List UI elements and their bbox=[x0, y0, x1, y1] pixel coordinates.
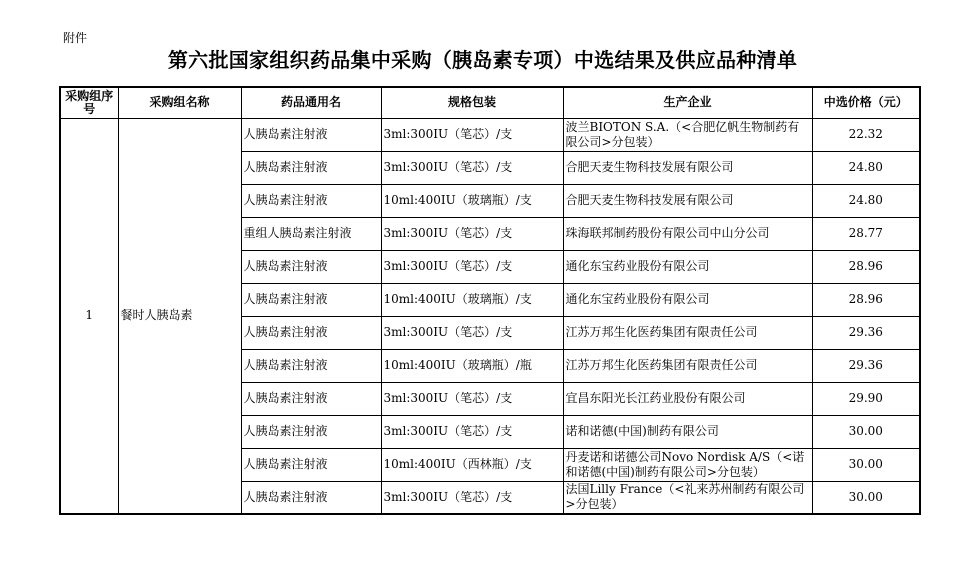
maker-cell: 江苏万邦生化医药集团有限责任公司 bbox=[563, 316, 812, 349]
spec-cell: 3ml:300IU（笔芯）/支 bbox=[381, 151, 563, 184]
page-title: 第六批国家组织药品集中采购（胰岛素专项）中选结果及供应品种清单 bbox=[167, 48, 798, 72]
drug-name-cell: 人胰岛素注射液 bbox=[241, 118, 381, 151]
header-maker: 生产企业 bbox=[563, 87, 812, 118]
group-name-cell: 餐时人胰岛素 bbox=[118, 118, 241, 514]
maker-cell: 通化东宝药业股份有限公司 bbox=[563, 283, 812, 316]
drug-name-cell: 人胰岛素注射液 bbox=[241, 151, 381, 184]
header-price: 中选价格（元） bbox=[812, 87, 920, 118]
maker-cell: 波兰BIOTON S.A.（<合肥亿帆生物制药有限公司>分包装） bbox=[563, 118, 812, 151]
price-cell: 29.36 bbox=[812, 349, 920, 382]
price-cell: 28.96 bbox=[812, 250, 920, 283]
drug-name-cell: 人胰岛素注射液 bbox=[241, 448, 381, 481]
spec-cell: 3ml:300IU（笔芯）/支 bbox=[381, 481, 563, 514]
drug-name-cell: 人胰岛素注射液 bbox=[241, 283, 381, 316]
maker-cell: 宜昌东阳光长江药业股份有限公司 bbox=[563, 382, 812, 415]
drug-name-cell: 人胰岛素注射液 bbox=[241, 349, 381, 382]
maker-cell: 诺和诺德(中国)制药有限公司 bbox=[563, 415, 812, 448]
maker-cell: 合肥天麦生物科技发展有限公司 bbox=[563, 151, 812, 184]
header-spec: 规格包装 bbox=[381, 87, 563, 118]
price-cell: 24.80 bbox=[812, 151, 920, 184]
drug-name-cell: 人胰岛素注射液 bbox=[241, 382, 381, 415]
drug-name-cell: 人胰岛素注射液 bbox=[241, 316, 381, 349]
header-drug-name: 药品通用名 bbox=[241, 87, 381, 118]
table-row bbox=[60, 118, 920, 151]
drug-name-cell: 人胰岛素注射液 bbox=[241, 184, 381, 217]
price-cell: 28.77 bbox=[812, 217, 920, 250]
maker-cell: 珠海联邦制药股份有限公司中山分公司 bbox=[563, 217, 812, 250]
result-table bbox=[59, 86, 921, 515]
price-cell: 29.36 bbox=[812, 316, 920, 349]
annex-label: 附件 bbox=[63, 31, 88, 45]
maker-cell: 丹麦诺和诺德公司Novo Nordisk A/S（<诺和诺德(中国)制药有限公司>分包装） bbox=[563, 448, 812, 481]
spec-cell: 3ml:300IU（笔芯）/支 bbox=[381, 118, 563, 151]
spec-cell: 3ml:300IU（笔芯）/支 bbox=[381, 217, 563, 250]
spec-cell: 3ml:300IU（笔芯）/支 bbox=[381, 250, 563, 283]
spec-cell: 10ml:400IU（玻璃瓶）/支 bbox=[381, 283, 563, 316]
maker-cell: 江苏万邦生化医药集团有限责任公司 bbox=[563, 349, 812, 382]
maker-cell: 合肥天麦生物科技发展有限公司 bbox=[563, 184, 812, 217]
price-cell: 29.90 bbox=[812, 382, 920, 415]
table-header-row bbox=[60, 87, 920, 118]
drug-name-cell: 人胰岛素注射液 bbox=[241, 481, 381, 514]
price-cell: 24.80 bbox=[812, 184, 920, 217]
price-cell: 30.00 bbox=[812, 415, 920, 448]
header-group-no: 采购组序号 bbox=[60, 87, 118, 118]
group-number-cell: 1 bbox=[60, 118, 118, 514]
price-cell: 28.96 bbox=[812, 283, 920, 316]
spec-cell: 10ml:400IU（西林瓶）/支 bbox=[381, 448, 563, 481]
maker-cell: 通化东宝药业股份有限公司 bbox=[563, 250, 812, 283]
spec-cell: 10ml:400IU（玻璃瓶）/瓶 bbox=[381, 349, 563, 382]
spec-cell: 3ml:300IU（笔芯）/支 bbox=[381, 415, 563, 448]
spec-cell: 3ml:300IU（笔芯）/支 bbox=[381, 316, 563, 349]
price-cell: 30.00 bbox=[812, 481, 920, 514]
price-cell: 30.00 bbox=[812, 448, 920, 481]
price-cell: 22.32 bbox=[812, 118, 920, 151]
spec-cell: 3ml:300IU（笔芯）/支 bbox=[381, 382, 563, 415]
drug-name-cell: 人胰岛素注射液 bbox=[241, 415, 381, 448]
maker-cell: 法国Lilly France（<礼来苏州制药有限公司>分包装） bbox=[563, 481, 812, 514]
drug-name-cell: 人胰岛素注射液 bbox=[241, 250, 381, 283]
spec-cell: 10ml:400IU（玻璃瓶）/支 bbox=[381, 184, 563, 217]
drug-name-cell: 重组人胰岛素注射液 bbox=[241, 217, 381, 250]
header-group-name: 采购组名称 bbox=[118, 87, 241, 118]
